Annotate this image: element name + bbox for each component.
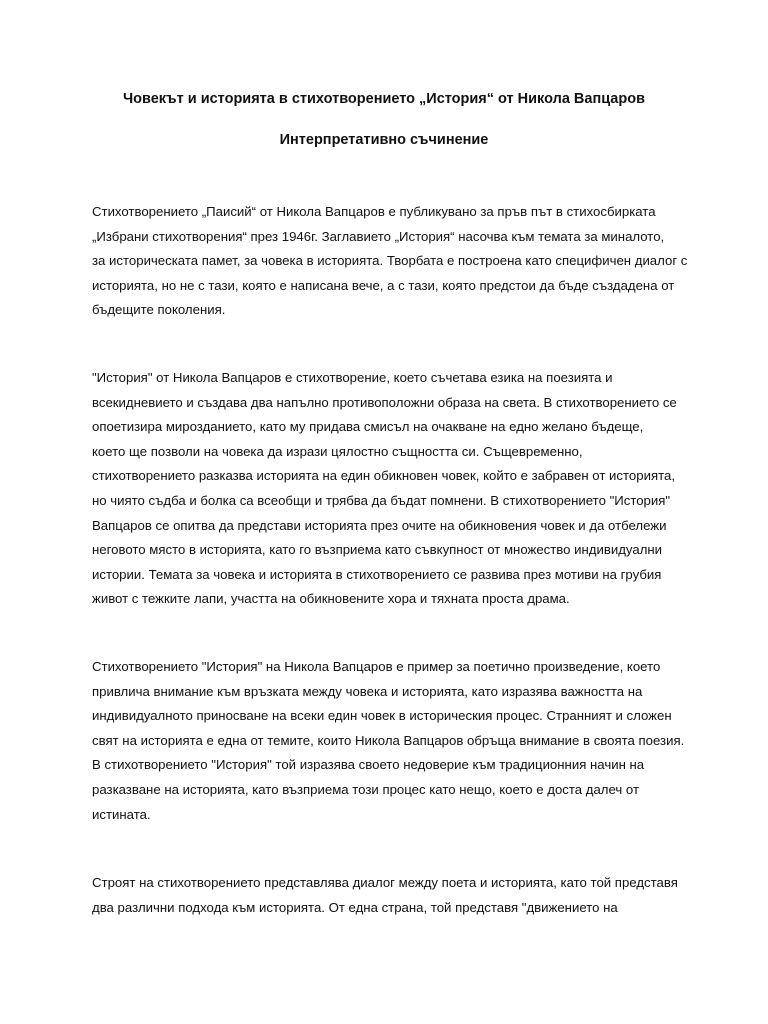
paragraph-line: всекидневието и създава два напълно противоположни образа на света. В стихотворението се (92, 394, 677, 410)
paragraph-line: историята, но не с тази, която е написана вече, а с тази, която предстои да бъде създадена от (92, 277, 675, 293)
paragraph-line: разказване на историята, като възприема този процес като нещо, което е доста далеч от (92, 781, 640, 797)
paragraph-line: истории. Темата за човека и историята в стихотворението се развива през мотиви на грубия (92, 566, 662, 582)
document-title: Човекът и историята в стихотворението „История“ от Никола Вапцаров (122, 91, 646, 107)
paragraph-3 (92, 655, 692, 827)
paragraph-line: Вапцаров се опитва да представи историята през очите на обикновения човек и да отбележи (92, 517, 667, 533)
paragraph-line: стихотворението разказва историята на един обикновен човек, който е забравен от историята, (92, 468, 675, 484)
paragraph-line: Стихотворението „Паисий“ от Никола Вапцаров е публикувано за пръв път в стихосбирката (92, 204, 656, 219)
paragraph-4 (92, 871, 692, 920)
paragraph-line: неговото място в историята, като го възприема като съвкупност от множество индивидуални (92, 542, 663, 558)
paragraph-line: живот с тежките лапи, участта на обикновените хора и тяхната проста драма. (92, 591, 570, 607)
document-subtitle: Интерпретативно съчинение (279, 132, 489, 148)
paragraph-line: „Избрани стихотворения“ през 1946г. Заглавието „История“ насочва към темата за миналото, (92, 228, 665, 244)
paragraph-line: за историческата памет, за човека в историята. Творбата е построена като специфичен диалог с (92, 253, 688, 269)
paragraph-line: В стихотворението "История" той изразява своето недоверие към традиционния начин на (92, 757, 645, 773)
paragraph-line: индивидуалното приносване на всеки един човек в историческия процес. Странният и сложен (92, 708, 672, 724)
paragraph-line: два различни подхода към историята. От една страна, той представя "движението на (92, 899, 618, 915)
paragraph-line: опоетизира мирозданието, като му придава смисъл на очакване на едно желано бъдеще, (92, 419, 644, 435)
paragraph-line: свят на историята е една от темите, които Никола Вапцаров обръща внимание в своята поезия. (92, 732, 685, 748)
paragraph-line: Строят на стихотворението представлява диалог между поета и историята, като той представя (92, 875, 678, 890)
paragraph-line: бъдещите поколения. (92, 302, 226, 318)
paragraph-line: Стихотворението "История" на Никола Вапцаров е пример за поетично произведение, което (92, 659, 661, 674)
paragraph-1 (92, 200, 692, 323)
paragraph-line: "История" от Никола Вапцаров е стихотворение, което съчетава езика на поезията и (92, 370, 613, 385)
paragraph-line: което ще позволи на човека да изрази цялостно същността си. Същевременно, (92, 443, 583, 459)
paragraph-2 (92, 366, 692, 612)
paragraph-line: но чиято съдба и болка са всеобщи и трябва да бъдат помнени. В стихотворението "История" (92, 492, 671, 508)
paragraph-line: истината. (92, 806, 151, 822)
paragraph-line: привлича внимание към връзката между човека и историята, като изразява важността на (92, 683, 643, 699)
